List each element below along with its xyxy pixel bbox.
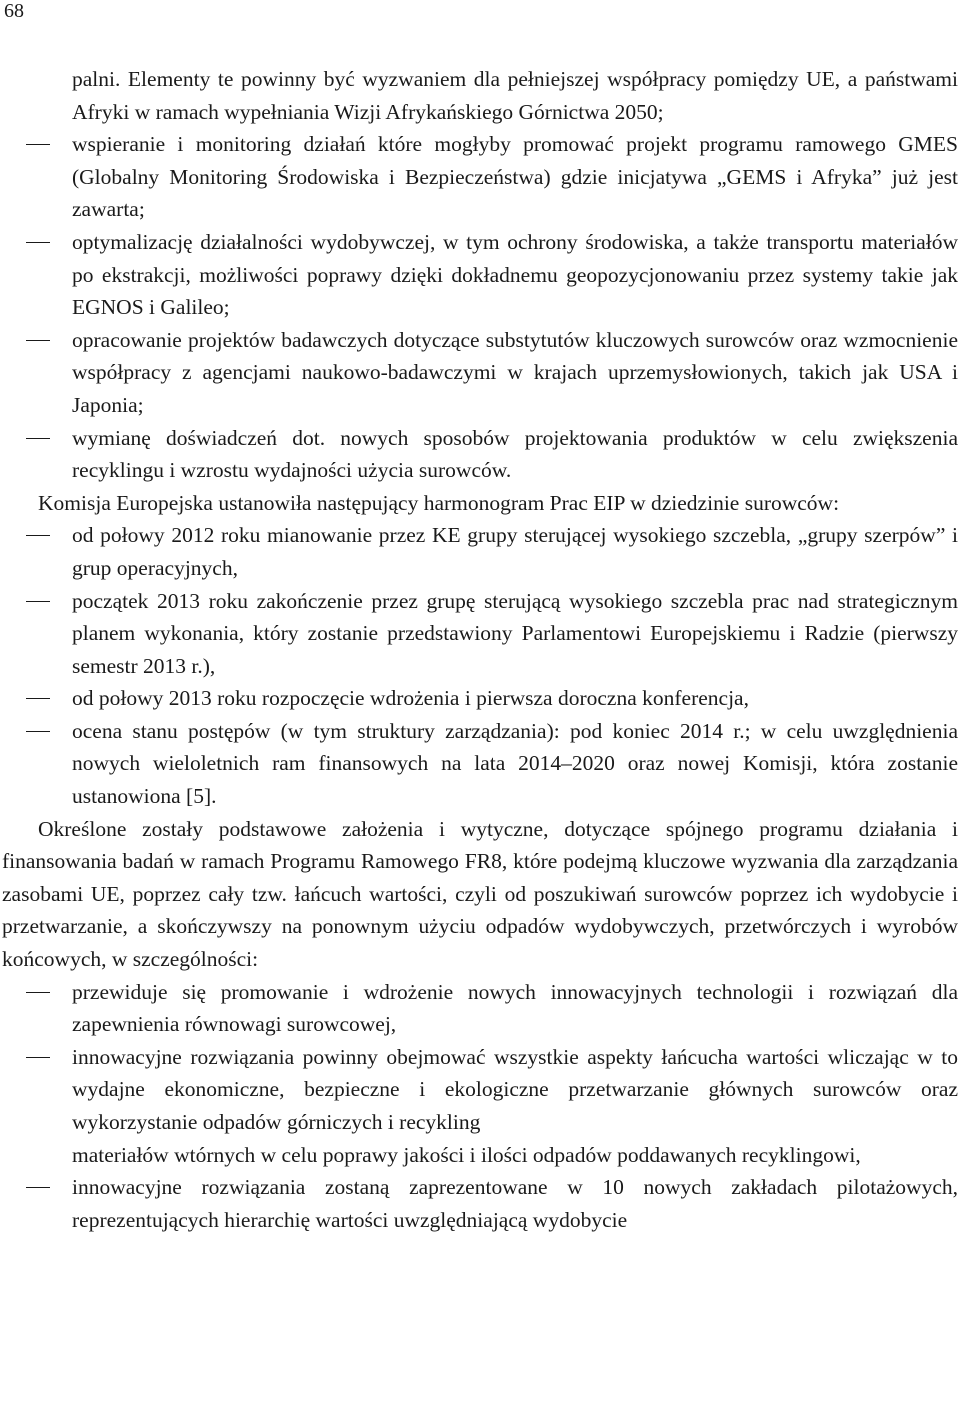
list-item: wspieranie i monitoring działań które mogłyby promować projekt programu ramowego GMES (Globalny Monitoring Środowiska i Bezpieczeństwa) gdzie inicjatywa „GEMS i Afryka” już jest zawarta; bbox=[2, 128, 958, 226]
list-item: ocena stanu postępów (w tym struktury zarządzania): pod koniec 2014 r.; w celu uwzględnienia nowych wieloletnich ram finansowych na lata 2014–2020 oraz nowej Komisji, która zostanie ustanowiona [5]. bbox=[2, 715, 958, 813]
list-item: od połowy 2013 roku rozpoczęcie wdrożenia i pierwsza doroczna konferencja, bbox=[2, 682, 958, 715]
list-item: przewiduje się promowanie i wdrożenie nowych innowacyjnych technologii i rozwiązań dla zapewnienia równowagi surowcowej, bbox=[2, 976, 958, 1041]
bullet-list-pilot bbox=[2, 1171, 958, 1236]
schedule-paragraph: Komisja Europejska ustanowiła następujący harmonogram Prac EIP w dziedzinie surowców: bbox=[38, 490, 840, 515]
list-item: od połowy 2012 roku mianowanie przez KE grupy sterującej wysokiego szczebla, „grupy szerpów” i grup operacyjnych, bbox=[2, 519, 958, 584]
list-item: innowacyjne rozwiązania powinny obejmować wszystkie aspekty łańcucha wartości wliczając w to wydajne ekonomiczne, bezpieczne i ekologiczne przetwarzanie głównych surowców oraz wykorzystanie odpadów górniczych i recykling bbox=[2, 1041, 958, 1139]
list-item: opracowanie projektów badawczych dotyczące substytutów kluczowych surowców oraz wzmocnienie współpracy z agencjami naukowo-badawczymi w krajach uprzemysłowionych, takich jak USA i Japonia; bbox=[2, 324, 958, 422]
bullet-list-innovation bbox=[2, 976, 958, 1139]
list-item: optymalizację działalności wydobywczej, w tym ochrony środowiska, a także transportu materiałów po ekstrakcji, możliwości poprawy dzięki dokładnemu geopozycjonowaniu przez systemy takie jak EGNOS i Galileo; bbox=[2, 226, 958, 324]
list-item: innowacyjne rozwiązania zostaną zaprezentowane w 10 nowych zakładach pilotażowych, reprezentujących hierarchię wartości uwzględniającą wydobycie bbox=[2, 1171, 958, 1236]
bullet-list-priorities bbox=[2, 128, 958, 487]
list-item: początek 2013 roku zakończenie przez grupę sterującą wysokiego szczebla prac nad strategicznym planem wykonania, który zostanie przedstawiony Parlamentowi Europejskiemu i Radzie (pierwszy semestr 2013 r.), bbox=[2, 585, 958, 683]
list-item: wymianę doświadczeń dot. nowych sposobów projektowania produktów w celu zwiększenia recyklingu i wzrostu wydajności użycia surowców. bbox=[2, 422, 958, 487]
intro-paragraph: palni. Elementy te powinny być wyzwaniem dla pełniejszej współpracy pomiędzy UE, a państwami Afryki w ramach wypełniania Wizji Afrykańskiego Górnictwa 2050; bbox=[72, 67, 958, 124]
assumptions-paragraph: Określone zostały podstawowe założenia i wytyczne, dotyczące spójnego programu działania i finansowania badań w ramach Programu Ramowego FR8, które podejmą kluczowe wyzwania dla zarządzania zasobami UE, poprzez cały tzw. łańcuch wartości, czyli od poszukiwań surowców poprzez ich wydobycie i przetwarzanie, a skończywszy na ponownym użyciu odpadów wydobywczych, przetwórczych i wyrobów końcowych, w szczególności: bbox=[2, 816, 958, 972]
bullet-list-schedule bbox=[2, 519, 958, 812]
document-body bbox=[2, 63, 958, 1236]
list-item-continuation: materiałów wtórnych w celu poprawy jakości i ilości odpadów poddawanych recyklingowi, bbox=[72, 1142, 861, 1167]
page-number: 68 bbox=[4, 0, 24, 22]
